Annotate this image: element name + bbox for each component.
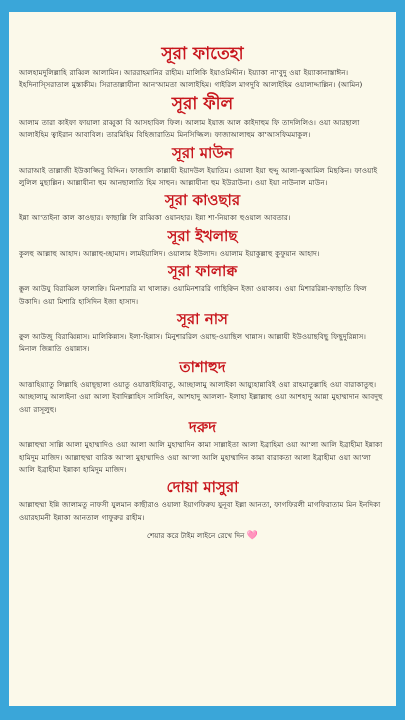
section-title: সূরা মাউন bbox=[171, 143, 234, 162]
section-title: সূরা নাস bbox=[177, 310, 228, 329]
section-title: সূরা ফাতেহা bbox=[161, 44, 244, 64]
section-text: ক্কুল আউযু বিরাব্বিল ফালাক্বি। মিনশাররি মা খালাক্ব। ওয়ামিনশাররি গাছিক্বিন ইজা ওয়াকাব। ওয়া মিশাররিন্না-ফাছাতি ফিল উকাদি। ওয়া মিশারি হাসিদিন ইজা হাসাদ। bbox=[19, 284, 367, 306]
section-surah-kawsar bbox=[19, 190, 386, 224]
section-tashahhud bbox=[19, 357, 386, 416]
section-title: সূরা ইখলাছ bbox=[167, 226, 238, 245]
section-title: সূরা ফালাক্ব bbox=[167, 262, 238, 281]
section-title: দরুদ bbox=[188, 418, 217, 437]
section-text: আলাম তারা কাইফা ফায়ালা রাব্বুকা বি আসহাবিল ফিল। আলাম ইয়াজ আল কাইদাহুম ফি তাদলিলিও। ওয়া আরছালা আলাইহিম ত্বাইরান আবাবিল। তারমিহিম বিহিজারাতিম মিনসিজ্জিল। ফাজাআলাহুম কা'আসফিমমাকুল। bbox=[19, 117, 360, 140]
footer-text: শেয়ার করে টাইম লাইনে রেখে দিন bbox=[147, 531, 245, 541]
section-text: আল্লাহুম্মা ইন্নি জালামতু নাফসী যুলমান কাছীরাও ওয়ালা ইয়াগফিরুয যুনূবা ইল্লা আনতা, ফাগফিরলী মাগফিরাতাম মিন ইনদিকা ওয়ারহামনী ইন্নাকা আনতাল গাফুরুর রাহীম। bbox=[19, 500, 381, 522]
section-durood bbox=[19, 417, 386, 476]
section-title: সূরা ফীল bbox=[171, 93, 234, 114]
section-surah-fatiha bbox=[19, 43, 386, 92]
section-surah-ikhlas bbox=[19, 226, 386, 260]
section-text: আল্লাহুম্মা সাল্লি আলা মুহাম্মাদিও ওয়া আলা আলি মুহাম্মাদিন কামা সাল্লাইতা আলা ইব্রাহিমা ওয়া আ'লা আলি ইব্রাহীমা ইন্নাকা হামিদুম মাজিদ। আল্লাহুম্মা বারিক আ'লা মুহাম্মাদিও ওয়া আ'লা আলি মুহাম্মাদিন কামা বারাকতা আলা ইব্রাহীমা ওয়া আ'লা আলি ইব্রাহীমা ইন্নাকা হামিদুম মাজিদ। bbox=[19, 440, 383, 474]
section-dua-masura bbox=[19, 477, 386, 524]
section-text: আরাআই তাল্লাজী ইউকাজ্জিবু বিদ্দিন। ফাজালি কাল্লাযী ইয়াদউল ইয়াতিম। ওয়ালা ইয়া হুদ্দু আলা-ত্বআমিল মিছকিন। ফাওয়াই লুলিল মুছাল্লিন। আল্লাযীনা হুম আনছালাতি হিম সাহুন। আল্লাযীনা হুম ইউরাউনা। ওয়া ইয়া নাউনাল মাউন। bbox=[19, 165, 378, 188]
section-surah-maun bbox=[19, 143, 386, 190]
document-paper bbox=[9, 12, 396, 706]
section-surah-falaq bbox=[19, 261, 386, 308]
section-surah-fil bbox=[19, 93, 386, 142]
section-text: আলহামদুলিল্লাহি রাব্বিল আলামিন। আররাহমানির রাহীম। মালিকি ইয়াওমিদ্দীন। ইয়্যাকা না'বুদু ওয়া ইয়্যাকানাস্তাঈন। ইহদিনাস্সিরাতাল মুস্তাকীম। সিরাতাল্লাযীনা আন'আমতা আলাইহিম। গাইরিল মাগদুবি আলাইহিম ওয়ালাদ্দাল্লিন। (আমিন) bbox=[19, 68, 363, 90]
section-title: সূরা কাওছার bbox=[164, 191, 241, 210]
heart-icon: 🩷 bbox=[246, 531, 258, 542]
section-surah-nas bbox=[19, 309, 386, 356]
footer-note bbox=[19, 530, 386, 542]
section-text: ইন্না আ'তাইনা কাল কাওছার। ফাছাল্লি লি রাব্বিকা ওয়ানহার। ইন্না শা-নিয়াকা হুওয়াল আবতার। bbox=[19, 213, 291, 223]
section-title: দোয়া মাসুরা bbox=[166, 478, 239, 497]
section-title: তাশাহুদ bbox=[179, 357, 226, 376]
section-text: কুলহু আল্লাহু আহাদ। আল্লাহু-চ্ছামাদ। লামইয়ালিদ। ওয়ালাম ইউলাদ। ওয়ালাম ইয়াকুল্লাহু কুফুয়ান আহাদ। bbox=[19, 248, 320, 258]
section-text: ক্বুল আউজু বিরাব্বিন্নাস। মালিকিন্নাস। ইলা-হিন্নাস। মিনুশাররিল ওয়াছ-ওয়াছিল খান্নাস। আল্লাযী ইউওয়াছবিছু ফিছুদুরিন্নাস। মিনাল জিন্নাতি ওয়ান্নাস। bbox=[19, 332, 366, 354]
section-text: আত্তাহিয়্যাতু লিল্লাহি ওয়াছ্ছালা ওয়াতু ওয়াত্তাইয়িবাতু, আচ্ছালামু আলাইকা আয়্যুহান্নাবিই ওয়া রাহমাতুল্লাহি ওয়া বারাকাতুহু। আচ্ছালামু আলাইনা ওয়া আলা ইবাদিল্লাহিস সালিহিন, আশহাদু আললা- ইলাহা ইল্লাল্লাহু ওয়া আশহাদু আন্না মুহাম্মাদান আবদুহু ওয়া রাসূলুহু। bbox=[19, 379, 383, 414]
